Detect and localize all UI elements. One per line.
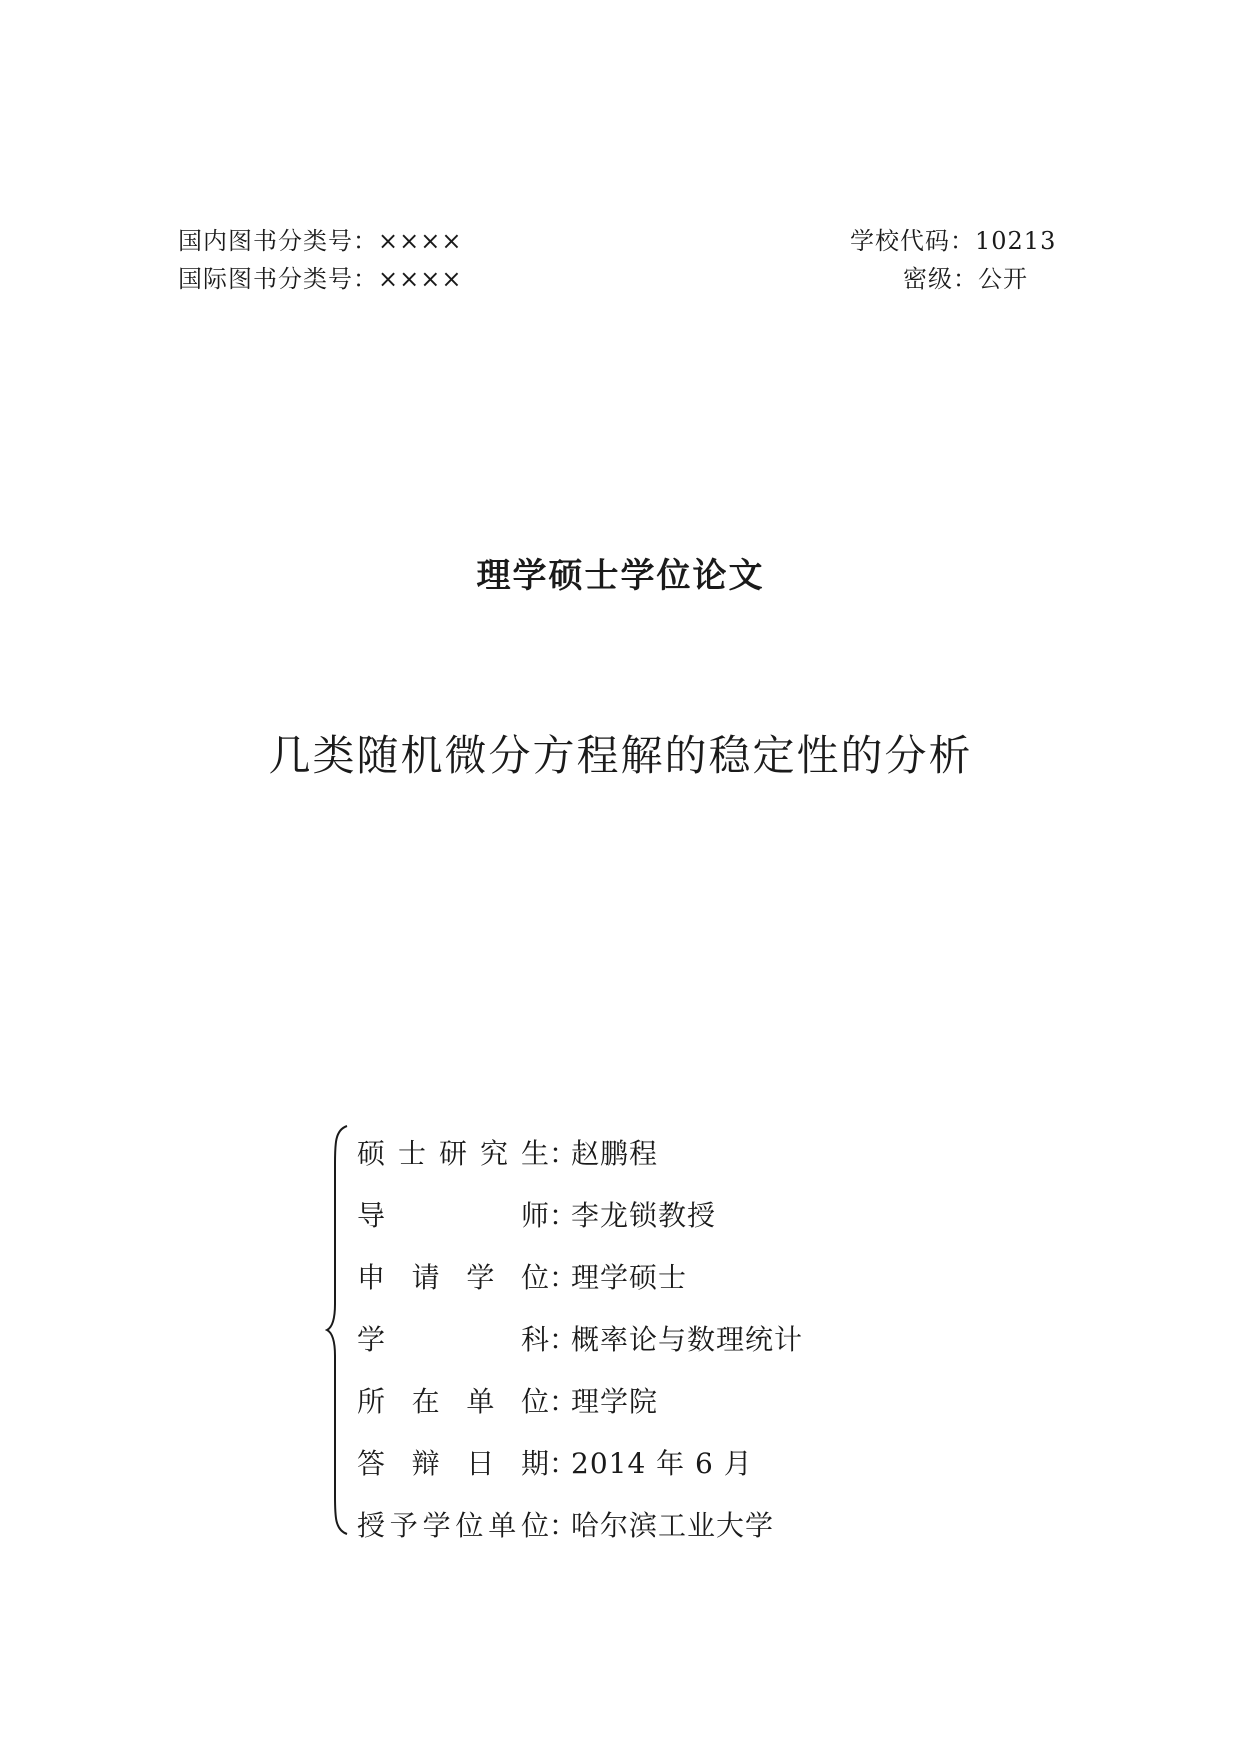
info-row-label-char: 位 [520, 1509, 549, 1542]
secrecy-level-label: 密级： [903, 265, 978, 293]
info-row-label-char: 学 [357, 1323, 386, 1356]
info-row-value: 哈尔滨工业大学 [571, 1509, 775, 1542]
secrecy-level-value: 公开 [978, 265, 1028, 293]
info-row-label-char: 予 [389, 1509, 418, 1542]
info-row-value: 概率论与数理统计 [571, 1323, 804, 1356]
info-row-label-char: 位 [520, 1385, 549, 1418]
degree-type-heading: 理学硕士学位论文 [476, 556, 765, 596]
info-row-label [357, 1132, 549, 1172]
international-classification-label: 国际图书分类号： [178, 265, 378, 293]
info-row-label [357, 1194, 549, 1234]
info-row [357, 1183, 1057, 1245]
info-row-label-char: 导 [357, 1199, 386, 1232]
school-code-value: 10213 [975, 227, 1057, 255]
info-row-label [357, 1380, 549, 1420]
info-row-label-char: 期 [520, 1447, 549, 1480]
info-row-label-char: 科 [520, 1323, 549, 1356]
info-row-label-char: 师 [520, 1199, 549, 1232]
school-code-line [850, 226, 1056, 256]
left-brace [325, 1124, 349, 1536]
info-row-value: 理学院 [571, 1385, 659, 1418]
international-classification-line [178, 264, 462, 294]
info-row-label-char: 单 [466, 1385, 495, 1418]
thesis-title: 几类随机微分方程解的稳定性的分析 [268, 731, 973, 780]
info-row-label-char: 位 [455, 1509, 484, 1542]
info-row-label-char: 究 [479, 1137, 508, 1170]
info-row [357, 1431, 1057, 1493]
info-row-value: 李龙锁教授 [571, 1199, 717, 1232]
info-row-label-char: 学 [466, 1261, 495, 1294]
info-row-label [357, 1256, 549, 1296]
info-row-label-char: 在 [411, 1385, 440, 1418]
info-row [357, 1245, 1057, 1307]
info-row-label-char: 申 [357, 1261, 386, 1294]
info-row-label-char: 日 [466, 1447, 495, 1480]
info-row-label-char: 士 [397, 1137, 426, 1170]
info-row-label [357, 1442, 549, 1482]
info-row-value: 2014 年 6 月 [571, 1447, 753, 1480]
info-row-label [357, 1318, 549, 1358]
info-row-colon: ： [549, 1323, 578, 1356]
secrecy-level-line [903, 264, 1028, 294]
info-row-label-char: 请 [411, 1261, 440, 1294]
domestic-classification-value: ×××× [378, 227, 463, 255]
info-row-colon: ： [549, 1509, 578, 1542]
info-row-label-char: 所 [357, 1385, 386, 1418]
info-row-label-char: 学 [422, 1509, 451, 1542]
info-row [357, 1307, 1057, 1369]
info-row-label-char: 硕 [357, 1137, 386, 1170]
info-row-label-char: 位 [520, 1261, 549, 1294]
info-row-value: 赵鹏程 [571, 1137, 659, 1170]
info-row-colon: ： [549, 1385, 578, 1418]
info-row-colon: ： [549, 1261, 578, 1294]
info-row [357, 1493, 1057, 1555]
info-row-colon: ： [549, 1447, 578, 1480]
info-row-value: 理学硕士 [571, 1261, 688, 1294]
info-row [357, 1121, 1057, 1183]
info-row-label-char: 单 [488, 1509, 517, 1542]
domestic-classification-line [178, 226, 462, 256]
thesis-info-table [357, 1121, 1057, 1555]
info-row-label [357, 1504, 549, 1544]
info-row [357, 1369, 1057, 1431]
domestic-classification-label: 国内图书分类号： [178, 227, 378, 255]
info-row-colon: ： [549, 1137, 578, 1170]
info-row-label-char: 答 [357, 1447, 386, 1480]
school-code-label: 学校代码： [850, 227, 975, 255]
info-row-label-char: 生 [520, 1137, 549, 1170]
info-row-label-char: 授 [357, 1509, 386, 1542]
international-classification-value: ×××× [378, 265, 463, 293]
info-row-label-char: 研 [438, 1137, 467, 1170]
info-row-colon: ： [549, 1199, 578, 1232]
info-row-label-char: 辩 [411, 1447, 440, 1480]
